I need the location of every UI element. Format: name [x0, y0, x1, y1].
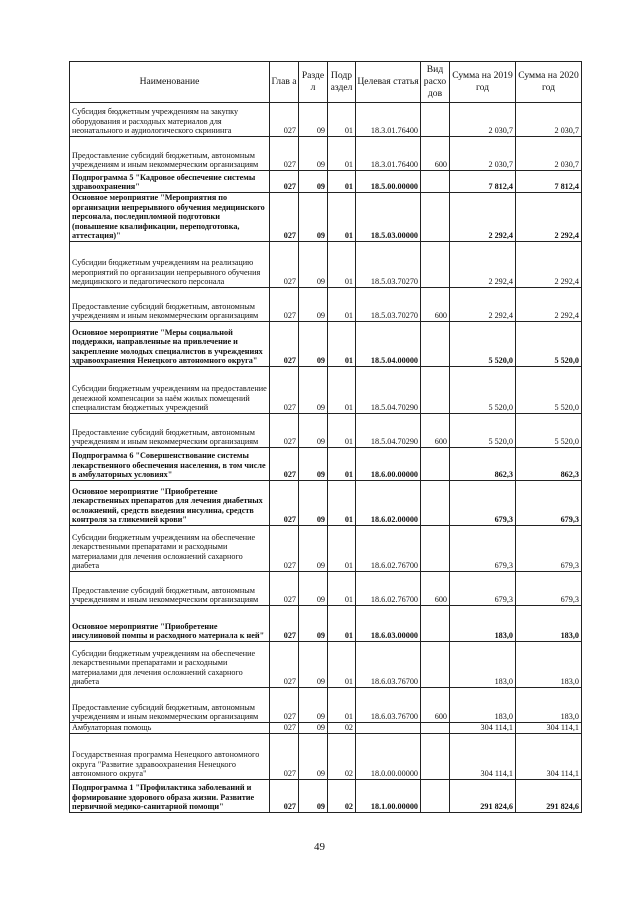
row-sum-2019-cell: 183,0 [450, 605, 516, 641]
row-name-cell: Субсидии бюджетным учреждениям на предоставление денежной компенсации за наём жилых помещений специалистам бюджетных учреждений [70, 366, 270, 413]
row-section-cell: 09 [299, 413, 328, 447]
row-type-cell [421, 366, 450, 413]
row-sum-2019-cell: 5 520,0 [450, 321, 516, 366]
header-subsection: Подр аздел [328, 62, 356, 103]
row-chapter-cell: 027 [270, 722, 299, 733]
row-chapter-cell: 027 [270, 321, 299, 366]
row-target-cell: 18.5.04.00000 [356, 321, 421, 366]
row-sum-2019-cell: 7 812,4 [450, 171, 516, 193]
row-type-cell [421, 722, 450, 733]
row-type-cell [421, 193, 450, 242]
row-section-cell: 09 [299, 447, 328, 480]
row-target-cell: 18.6.02.00000 [356, 480, 421, 525]
row-subsection-cell: 01 [328, 447, 356, 480]
row-sum-2019-cell: 291 824,6 [450, 779, 516, 812]
row-sum-2020-cell: 862,3 [516, 447, 582, 480]
row-subsection-cell: 01 [328, 193, 356, 242]
row-target-cell: 18.6.02.76700 [356, 525, 421, 571]
row-name-cell: Предоставление субсидий бюджетным, автономным учреждениям и иным некоммерческим организациям [70, 687, 270, 722]
row-section-cell: 09 [299, 605, 328, 641]
row-chapter-cell: 027 [270, 413, 299, 447]
row-subsection-cell: 01 [328, 687, 356, 722]
row-sum-2020-cell: 2 292,4 [516, 193, 582, 242]
row-type-cell: 600 [421, 687, 450, 722]
header-target: Целевая статья [356, 62, 421, 103]
row-section-cell: 09 [299, 366, 328, 413]
row-sum-2019-cell: 5 520,0 [450, 366, 516, 413]
table-row [70, 687, 582, 722]
row-sum-2020-cell: 183,0 [516, 605, 582, 641]
row-name-cell: Субсидия бюджетным учреждениям на закупку оборудования и расходных материалов для неонатального и аудиологического скрининга [70, 103, 270, 137]
row-subsection-cell: 01 [328, 171, 356, 193]
row-subsection-cell: 01 [328, 641, 356, 687]
row-section-cell: 09 [299, 722, 328, 733]
row-section-cell: 09 [299, 171, 328, 193]
budget-table [69, 61, 582, 813]
row-chapter-cell: 027 [270, 103, 299, 137]
row-sum-2020-cell: 183,0 [516, 641, 582, 687]
row-section-cell: 09 [299, 137, 328, 171]
table-row [70, 733, 582, 779]
row-target-cell [356, 722, 421, 733]
row-sum-2020-cell: 5 520,0 [516, 413, 582, 447]
table-row [70, 779, 582, 812]
row-section-cell: 09 [299, 103, 328, 137]
table-row [70, 193, 582, 242]
row-sum-2019-cell: 2 292,4 [450, 287, 516, 321]
row-subsection-cell: 02 [328, 722, 356, 733]
row-sum-2019-cell: 304 114,1 [450, 722, 516, 733]
row-sum-2019-cell: 183,0 [450, 687, 516, 722]
table-row [70, 321, 582, 366]
row-section-cell: 09 [299, 571, 328, 605]
row-subsection-cell: 02 [328, 779, 356, 812]
row-section-cell: 09 [299, 687, 328, 722]
table-row [70, 171, 582, 193]
row-sum-2020-cell: 291 824,6 [516, 779, 582, 812]
row-chapter-cell: 027 [270, 193, 299, 242]
row-sum-2019-cell: 5 520,0 [450, 413, 516, 447]
row-sum-2020-cell: 304 114,1 [516, 722, 582, 733]
row-target-cell: 18.6.00.00000 [356, 447, 421, 480]
row-type-cell [421, 641, 450, 687]
row-target-cell: 18.6.02.76700 [356, 571, 421, 605]
row-chapter-cell: 027 [270, 641, 299, 687]
row-subsection-cell: 01 [328, 525, 356, 571]
table-row [70, 571, 582, 605]
row-type-cell [421, 321, 450, 366]
row-subsection-cell: 01 [328, 413, 356, 447]
table-row [70, 480, 582, 525]
row-target-cell: 18.6.03.76700 [356, 641, 421, 687]
header-sum-2020: Сумма на 2020 год [516, 62, 582, 103]
table-body [70, 103, 582, 813]
page-number: 49 [314, 841, 325, 853]
row-target-cell: 18.6.03.76700 [356, 687, 421, 722]
row-name-cell: Основное мероприятие "Мероприятия по организации непрерывного обучения медицинского персонала, последипломной подготовки (повышение квалификации, переподготовка, аттестация)" [70, 193, 270, 242]
row-chapter-cell: 027 [270, 571, 299, 605]
row-name-cell: Подпрограмма 5 "Кадровое обеспечение системы здравоохранения" [70, 171, 270, 193]
row-section-cell: 09 [299, 525, 328, 571]
row-sum-2019-cell: 2 030,7 [450, 103, 516, 137]
row-type-cell: 600 [421, 413, 450, 447]
row-sum-2019-cell: 2 030,7 [450, 137, 516, 171]
table-header-row [70, 62, 582, 103]
row-subsection-cell: 02 [328, 733, 356, 779]
row-name-cell: Предоставление субсидий бюджетным, автономным учреждениям и иным некоммерческим организациям [70, 287, 270, 321]
row-subsection-cell: 01 [328, 571, 356, 605]
row-chapter-cell: 027 [270, 687, 299, 722]
row-target-cell: 18.0.00.00000 [356, 733, 421, 779]
row-type-cell [421, 779, 450, 812]
row-type-cell: 600 [421, 287, 450, 321]
row-sum-2020-cell: 5 520,0 [516, 366, 582, 413]
row-target-cell: 18.3.01.76400 [356, 137, 421, 171]
row-name-cell: Субсидии бюджетным учреждениям на реализацию мероприятий по организации непрерывного обучения медицинского и педагогического персонала [70, 241, 270, 287]
row-type-cell [421, 171, 450, 193]
row-subsection-cell: 01 [328, 241, 356, 287]
row-subsection-cell: 01 [328, 287, 356, 321]
row-chapter-cell: 027 [270, 480, 299, 525]
table-row [70, 722, 582, 733]
row-sum-2020-cell: 679,3 [516, 480, 582, 525]
row-sum-2020-cell: 304 114,1 [516, 733, 582, 779]
row-subsection-cell: 01 [328, 103, 356, 137]
row-type-cell [421, 447, 450, 480]
header-type: Вид расхо дов [421, 62, 450, 103]
row-name-cell: Основное мероприятие "Приобретение инсулиновой помпы и расходного материала к ней" [70, 605, 270, 641]
row-target-cell: 18.5.04.70290 [356, 366, 421, 413]
row-sum-2020-cell: 5 520,0 [516, 321, 582, 366]
row-target-cell: 18.6.03.00000 [356, 605, 421, 641]
row-name-cell: Основное мероприятие "Приобретение лекарственных препаратов для лечения диабетных осложнений, средств введения инсулина, средств контроля за гликемией крови" [70, 480, 270, 525]
header-section: Разде л [299, 62, 328, 103]
row-sum-2020-cell: 679,3 [516, 571, 582, 605]
row-name-cell: Субсидии бюджетным учреждениям на обеспечение лекарственными препаратами и расходными материалами для лечения осложнений сахарного диабета [70, 641, 270, 687]
row-section-cell: 09 [299, 641, 328, 687]
row-sum-2020-cell: 7 812,4 [516, 171, 582, 193]
table-row [70, 103, 582, 137]
row-subsection-cell: 01 [328, 137, 356, 171]
table-row [70, 525, 582, 571]
table-row [70, 605, 582, 641]
row-sum-2020-cell: 679,3 [516, 525, 582, 571]
row-sum-2019-cell: 679,3 [450, 480, 516, 525]
row-sum-2020-cell: 2 030,7 [516, 103, 582, 137]
row-section-cell: 09 [299, 193, 328, 242]
row-sum-2019-cell: 183,0 [450, 641, 516, 687]
row-target-cell: 18.5.04.70290 [356, 413, 421, 447]
row-target-cell: 18.5.03.00000 [356, 193, 421, 242]
row-chapter-cell: 027 [270, 366, 299, 413]
row-name-cell: Подпрограмма 1 "Профилактика заболеваний и формирование здорового образа жизни. Развитие первичной медико-санитарной помощи" [70, 779, 270, 812]
row-sum-2019-cell: 2 292,4 [450, 193, 516, 242]
row-name-cell: Предоставление субсидий бюджетным, автономным учреждениям и иным некоммерческим организациям [70, 413, 270, 447]
row-subsection-cell: 01 [328, 605, 356, 641]
row-target-cell: 18.3.01.76400 [356, 103, 421, 137]
row-name-cell: Амбулаторная помощь [70, 722, 270, 733]
row-subsection-cell: 01 [328, 321, 356, 366]
row-type-cell [421, 525, 450, 571]
table-row [70, 287, 582, 321]
row-section-cell: 09 [299, 480, 328, 525]
row-chapter-cell: 027 [270, 287, 299, 321]
row-sum-2019-cell: 304 114,1 [450, 733, 516, 779]
row-chapter-cell: 027 [270, 733, 299, 779]
row-subsection-cell: 01 [328, 366, 356, 413]
row-sum-2019-cell: 2 292,4 [450, 241, 516, 287]
row-type-cell: 600 [421, 137, 450, 171]
row-sum-2020-cell: 2 030,7 [516, 137, 582, 171]
row-chapter-cell: 027 [270, 525, 299, 571]
row-sum-2019-cell: 679,3 [450, 525, 516, 571]
row-sum-2019-cell: 679,3 [450, 571, 516, 605]
table-row [70, 641, 582, 687]
row-chapter-cell: 027 [270, 447, 299, 480]
row-name-cell: Субсидии бюджетным учреждениям на обеспечение лекарственными препаратами и расходными материалами для лечения осложнений сахарного диабета [70, 525, 270, 571]
row-type-cell [421, 241, 450, 287]
row-name-cell: Предоставление субсидий бюджетным, автономным учреждениям и иным некоммерческим организациям [70, 571, 270, 605]
row-target-cell: 18.1.00.00000 [356, 779, 421, 812]
row-chapter-cell: 027 [270, 171, 299, 193]
row-section-cell: 09 [299, 321, 328, 366]
row-type-cell: 600 [421, 571, 450, 605]
row-chapter-cell: 027 [270, 779, 299, 812]
row-chapter-cell: 027 [270, 241, 299, 287]
header-sum-2019: Сумма на 2019 год [450, 62, 516, 103]
row-section-cell: 09 [299, 779, 328, 812]
row-sum-2019-cell: 862,3 [450, 447, 516, 480]
row-section-cell: 09 [299, 241, 328, 287]
row-section-cell: 09 [299, 733, 328, 779]
table-row [70, 447, 582, 480]
row-sum-2020-cell: 183,0 [516, 687, 582, 722]
row-chapter-cell: 027 [270, 137, 299, 171]
row-name-cell: Предоставление субсидий бюджетным, автономным учреждениям и иным некоммерческим организациям [70, 137, 270, 171]
row-section-cell: 09 [299, 287, 328, 321]
row-name-cell: Подпрограмма 6 "Совершенствование системы лекарственного обеспечения населения, в том числе в амбулаторных условиях" [70, 447, 270, 480]
table-row [70, 413, 582, 447]
row-type-cell [421, 733, 450, 779]
header-name: Наименование [70, 62, 270, 103]
header-chapter: Глав а [270, 62, 299, 103]
row-type-cell [421, 605, 450, 641]
row-sum-2020-cell: 2 292,4 [516, 287, 582, 321]
row-name-cell: Основное мероприятие "Меры социальной поддержки, направленные на привлечение и закрепление молодых специалистов в учреждениях здравоохранения Ненецкого автономного округа" [70, 321, 270, 366]
row-target-cell: 18.5.03.70270 [356, 287, 421, 321]
row-target-cell: 18.5.00.00000 [356, 171, 421, 193]
row-chapter-cell: 027 [270, 605, 299, 641]
table-row [70, 137, 582, 171]
row-subsection-cell: 01 [328, 480, 356, 525]
row-name-cell: Государственная программа Ненецкого автономного округа "Развитие здравоохранения Ненецкого автономного округа" [70, 733, 270, 779]
table-row [70, 366, 582, 413]
table-row [70, 241, 582, 287]
row-type-cell [421, 103, 450, 137]
row-target-cell: 18.5.03.70270 [356, 241, 421, 287]
row-type-cell [421, 480, 450, 525]
row-sum-2020-cell: 2 292,4 [516, 241, 582, 287]
